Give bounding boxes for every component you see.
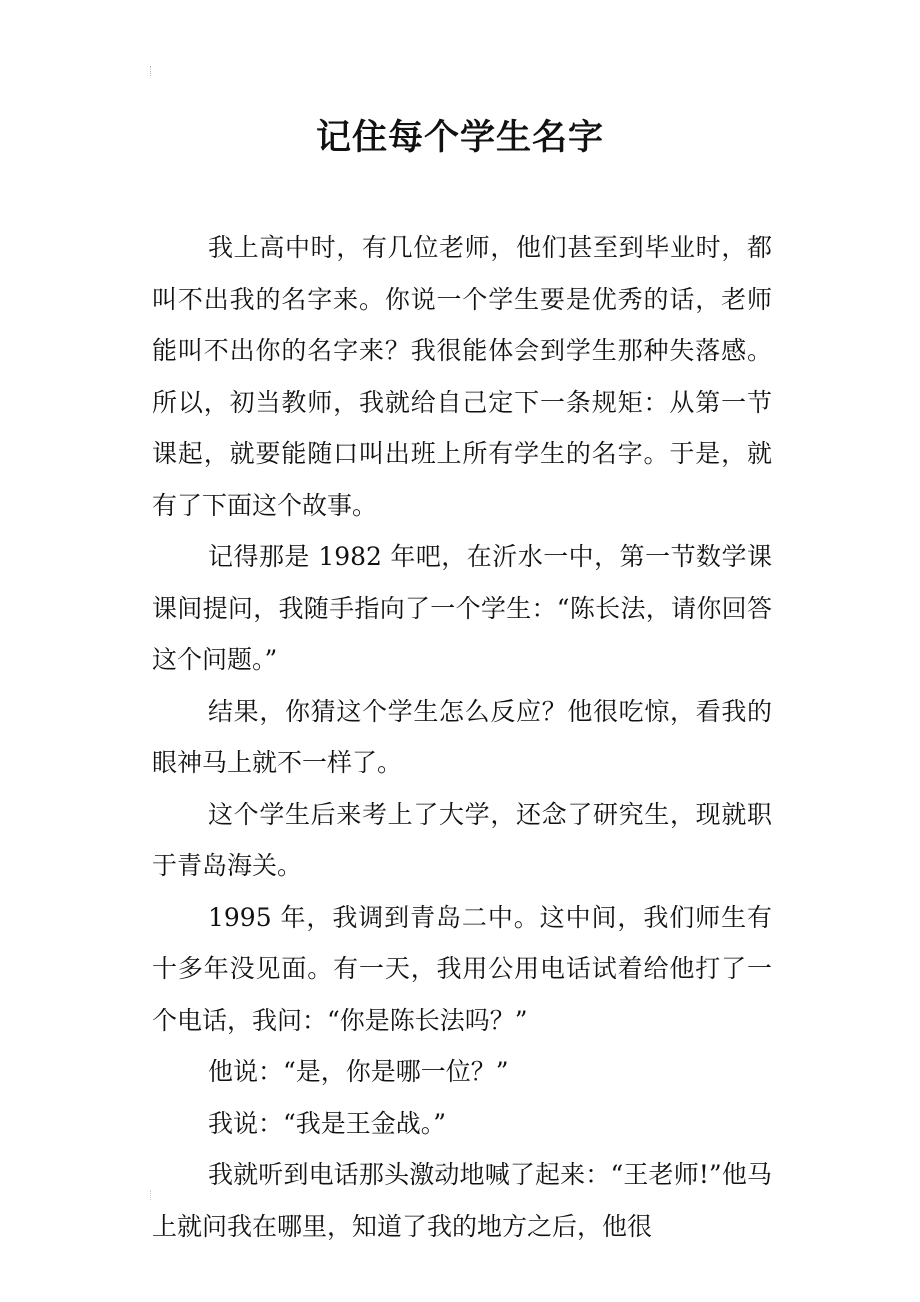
paragraph: 我就听到电话那头激动地喊了起来：“王老师!”他马上就问我在哪里，知道了我的地方之后，他很	[152, 1160, 772, 1241]
paragraph: 1995 年，我调到青岛二中。这中间，我们师生有十多年没见面。有一天，我用公用电话试着给他打了一个电话，我问：“你是陈长法吗？”	[152, 902, 772, 1035]
paragraph: 他说：“是，你是哪一位？”	[208, 1057, 509, 1086]
paragraph: 结果，你猜这个学生怎么反应？他很吃惊，看我的眼神马上就不一样了。	[152, 696, 772, 777]
paragraph: 这个学生后来考上了大学，还念了研究生，现就职于青岛海关。	[152, 799, 772, 880]
document-body	[152, 222, 772, 1252]
corner-crop-mark	[150, 1190, 157, 1200]
corner-crop-mark	[150, 66, 157, 76]
paragraph: 记得那是 1982 年吧，在沂水一中，第一节数学课课间提问，我随手指向了一个学生：“陈长法，请你回答这个问题。”	[152, 542, 772, 674]
paragraph: 我说：“我是王金战。”	[208, 1108, 447, 1138]
paragraph: 我上高中时，有几位老师，他们甚至到毕业时，都叫不出我的名字来。你说一个学生要是优秀的话，老师能叫不出你的名字来？我很能体会到学生那种失落感。所以，初当教师，我就给自己定下一条规矩：从第一节课起，就要能随口叫出班上所有学生的名字。于是，就有了下面这个故事。	[152, 233, 772, 520]
document-title: 记住每个学生名字	[315, 118, 604, 158]
